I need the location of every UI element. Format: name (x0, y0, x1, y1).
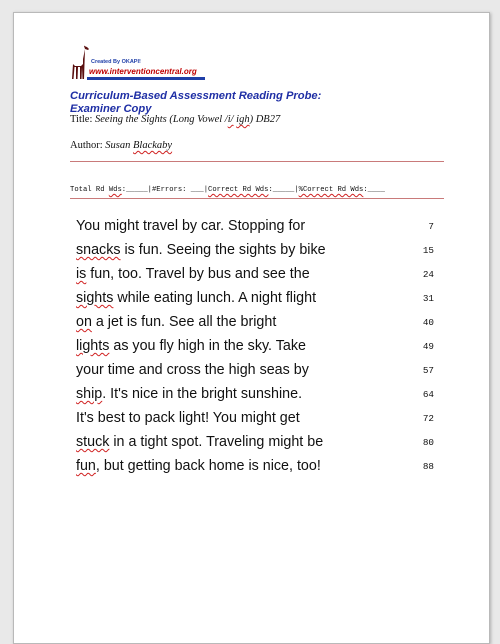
line-text: your time and cross the high seas by (76, 362, 309, 378)
total-words-label: Total Rd (70, 186, 109, 194)
correct-words-field: :_____| (268, 186, 299, 194)
passage-line (76, 432, 436, 456)
flagged-word: is (76, 266, 87, 282)
flagged-word: snacks (76, 242, 121, 258)
title-line (70, 114, 280, 125)
passage-text (76, 386, 302, 402)
word-count: 88 (422, 461, 434, 472)
word-count: 40 (422, 317, 434, 328)
author-label: Author: (70, 140, 103, 151)
line-text: fun, too. Travel by bus and see the (86, 266, 310, 282)
line-text: You might travel by car. Stopping for (76, 218, 306, 234)
passage-text (76, 458, 321, 474)
heading-line-1: Curriculum-Based Assessment Reading Probe: (70, 90, 322, 102)
passage-text (76, 242, 326, 258)
line-text: It's best to pack light! You might get (76, 410, 300, 426)
probe-heading (70, 90, 370, 116)
divider-top (70, 161, 444, 162)
flagged-word: on (76, 314, 92, 330)
passage-line (76, 384, 436, 408)
flagged-word: fun (76, 458, 96, 474)
line-text: while eating lunch. A night flight (113, 290, 317, 306)
word-count: 31 (422, 293, 434, 304)
title-text-part: ) DB27 (249, 114, 281, 125)
correct-words-label: Correct Rd Wds (208, 186, 269, 194)
passage-text (76, 434, 323, 450)
passage-text (76, 218, 305, 234)
document-page (13, 12, 490, 644)
author-first-name: Susan (105, 140, 134, 151)
created-by-text: Created By OKAPI! (91, 59, 141, 65)
word-count: 49 (422, 341, 434, 352)
passage-text (76, 338, 306, 354)
word-count: 80 (422, 437, 434, 448)
logo-url-text: www.interventioncentral.org (89, 67, 197, 76)
passage-text (76, 266, 310, 282)
flagged-word: ship (76, 386, 103, 402)
word-count: 72 (422, 413, 434, 424)
title-text-part: Seeing the Sights (Long Vowel / (95, 114, 228, 125)
title-text-flagged: igh (236, 114, 250, 125)
passage-line (76, 336, 436, 360)
line-text: as you fly high in the sky. Take (109, 338, 306, 354)
total-words-abbrev: Wds (108, 186, 122, 194)
word-count: 15 (422, 245, 434, 256)
flagged-word: lights (76, 338, 110, 354)
passage-text (76, 290, 316, 306)
author-value (105, 140, 172, 151)
okapi-logo (70, 45, 220, 89)
line-text: in a tight spot. Traveling might be (109, 434, 324, 450)
flagged-word: sights (76, 290, 114, 306)
line-text: a jet is fun. See all the bright (91, 314, 277, 330)
title-label: Title: (70, 114, 93, 125)
divider-bottom (70, 198, 444, 199)
flagged-word: stuck (76, 434, 110, 450)
author-line (70, 140, 172, 151)
word-count: 64 (422, 389, 434, 400)
logo-underline (87, 77, 205, 80)
passage-line (76, 360, 436, 384)
passage-text (76, 362, 309, 378)
passage-line (76, 312, 436, 336)
line-text: . It's nice in the bright sunshine. (102, 386, 303, 402)
heading-line-2: Examiner Copy (70, 103, 152, 115)
line-text: is fun. Seeing the sights by bike (120, 242, 326, 258)
passage-line (76, 264, 436, 288)
errors-field: :_____|#Errors: ___| (121, 186, 209, 194)
percent-correct-field: :____ (363, 186, 385, 194)
passage-line (76, 288, 436, 312)
passage-line (76, 456, 436, 480)
score-fields (70, 186, 444, 194)
title-value (95, 114, 280, 125)
word-count: 24 (422, 269, 434, 280)
word-count: 57 (422, 365, 434, 376)
title-text-flagged: i/ (227, 114, 234, 125)
percent-correct-label: %Correct Rd Wds (298, 186, 364, 194)
passage-text (76, 410, 300, 426)
author-last-name: Blackaby (133, 140, 173, 151)
passage-line (76, 408, 436, 432)
line-text: , but getting back home is nice, too! (95, 458, 321, 474)
passage-text (76, 314, 276, 330)
reading-passage (76, 216, 436, 480)
word-count: 7 (428, 221, 434, 232)
passage-line (76, 240, 436, 264)
passage-line (76, 216, 436, 240)
